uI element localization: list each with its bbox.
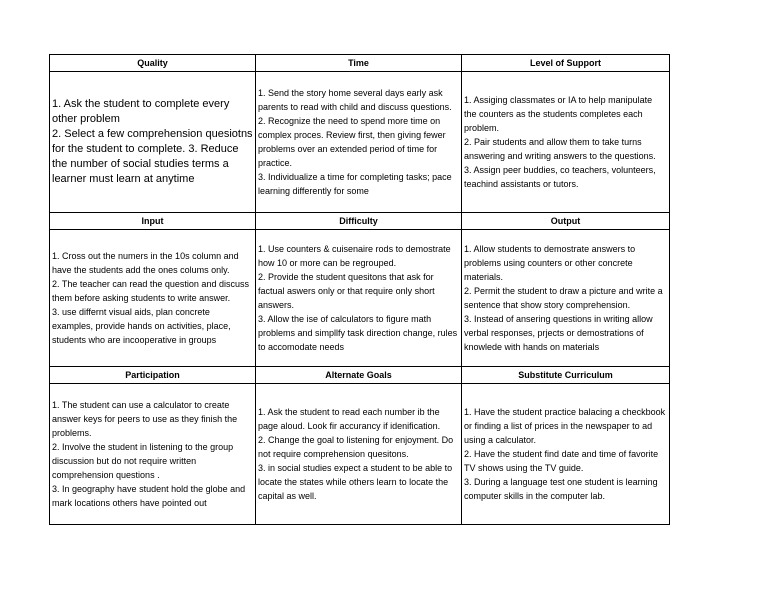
adaptation-grid [49,54,670,525]
cell-participation: 1. The student can use a calculator to create answer keys for peers to use as they finish the problems. 2. Involve the student in listening to the group discussion but do not require written comprehension questions . 3. In geography have student hold the globe and mark locations others have pointed out [52,400,246,508]
header-alternate-goals: Alternate Goals [256,367,462,384]
cell-input: 1. Cross out the numers in the 10s column and have the students add the ones colums only. 2. The teacher can read the question and discuss them before asking students to write answer. 3. use differnt visual aids, plan concrete examples, provide hands on activities, place, students who are incooperative in groups [52,251,249,345]
content-row-2 [50,230,670,367]
header-time: Time [256,55,462,72]
cell-quality: 1. Ask the student to complete every other problem 2. Select a few comprehension quesiotns for the student to complete. 3. Reduce the number of social studies terms a learner must learn at anytime [52,98,253,185]
cell-alternate-goals: 1. Ask the student to read each number ib the page aloud. Look fir accurancy if idenification. 2. Change the goal to listening for enjoyment. Do not require comprehension quesitons. 3. in social studies expect a student to be able to locate the states while others learn to locate the capital as well. [258,407,454,501]
header-input: Input [50,213,256,230]
header-substitute-curriculum: Substitute Curriculum [462,367,670,384]
header-participation: Participation [50,367,256,384]
header-row-1 [50,55,670,72]
header-difficulty: Difficulty [256,213,462,230]
cell-time: 1. Send the story home several days early ask parents to read with child and discuss questions. 2. Recognize the need to spend more time on complex proces. Review first, then giving fewer problems over an extended period of time for practice. 3. Individualize a time for completing tasks; pace learning differently for some [258,88,452,196]
header-output: Output [462,213,670,230]
header-quality: Quality [50,55,256,72]
cell-substitute-curriculum: 1. Have the student practice balacing a checkbook or finding a list of prices in the newspaper to ad using a calculator. 2. Have the student find date and time of favorite TV shows using the TV guide. 3. During a language test one student is learning computer skills in the computer lab. [464,407,666,501]
header-row-2 [50,213,670,230]
header-level-of-support: Level of Support [462,55,670,72]
cell-output: 1. Allow students to demostrate answers to problems using counters or other concrete materials. 2. Permit the student to draw a picture and write a sentence that show story comprehension. 3. Instead of ansering questions in writing allow verbal responses, prjects or demostrations of knowlede with hands on materials [464,244,663,352]
cell-difficulty: 1. Use counters & cuisenaire rods to demostrate how 10 or more can be regrouped. 2. Provide the student quesitons that ask for factual aswers only or that require only short answers. 3. Allow the ise of calculators to figure math problems and simpllfy task direction change, rules to accomodate needs [258,244,458,352]
header-row-3 [50,367,670,384]
cell-level-of-support: 1. Assiging classmates or IA to help manipulate the counters as the students completes each problem. 2. Pair students and allow them to take turns answering and writing answers to the questions. 3. Assign peer buddies, co teachers, volunteers, teachind assistants or tutors. [464,95,656,189]
content-row-3 [50,384,670,525]
content-row-1 [50,72,670,213]
